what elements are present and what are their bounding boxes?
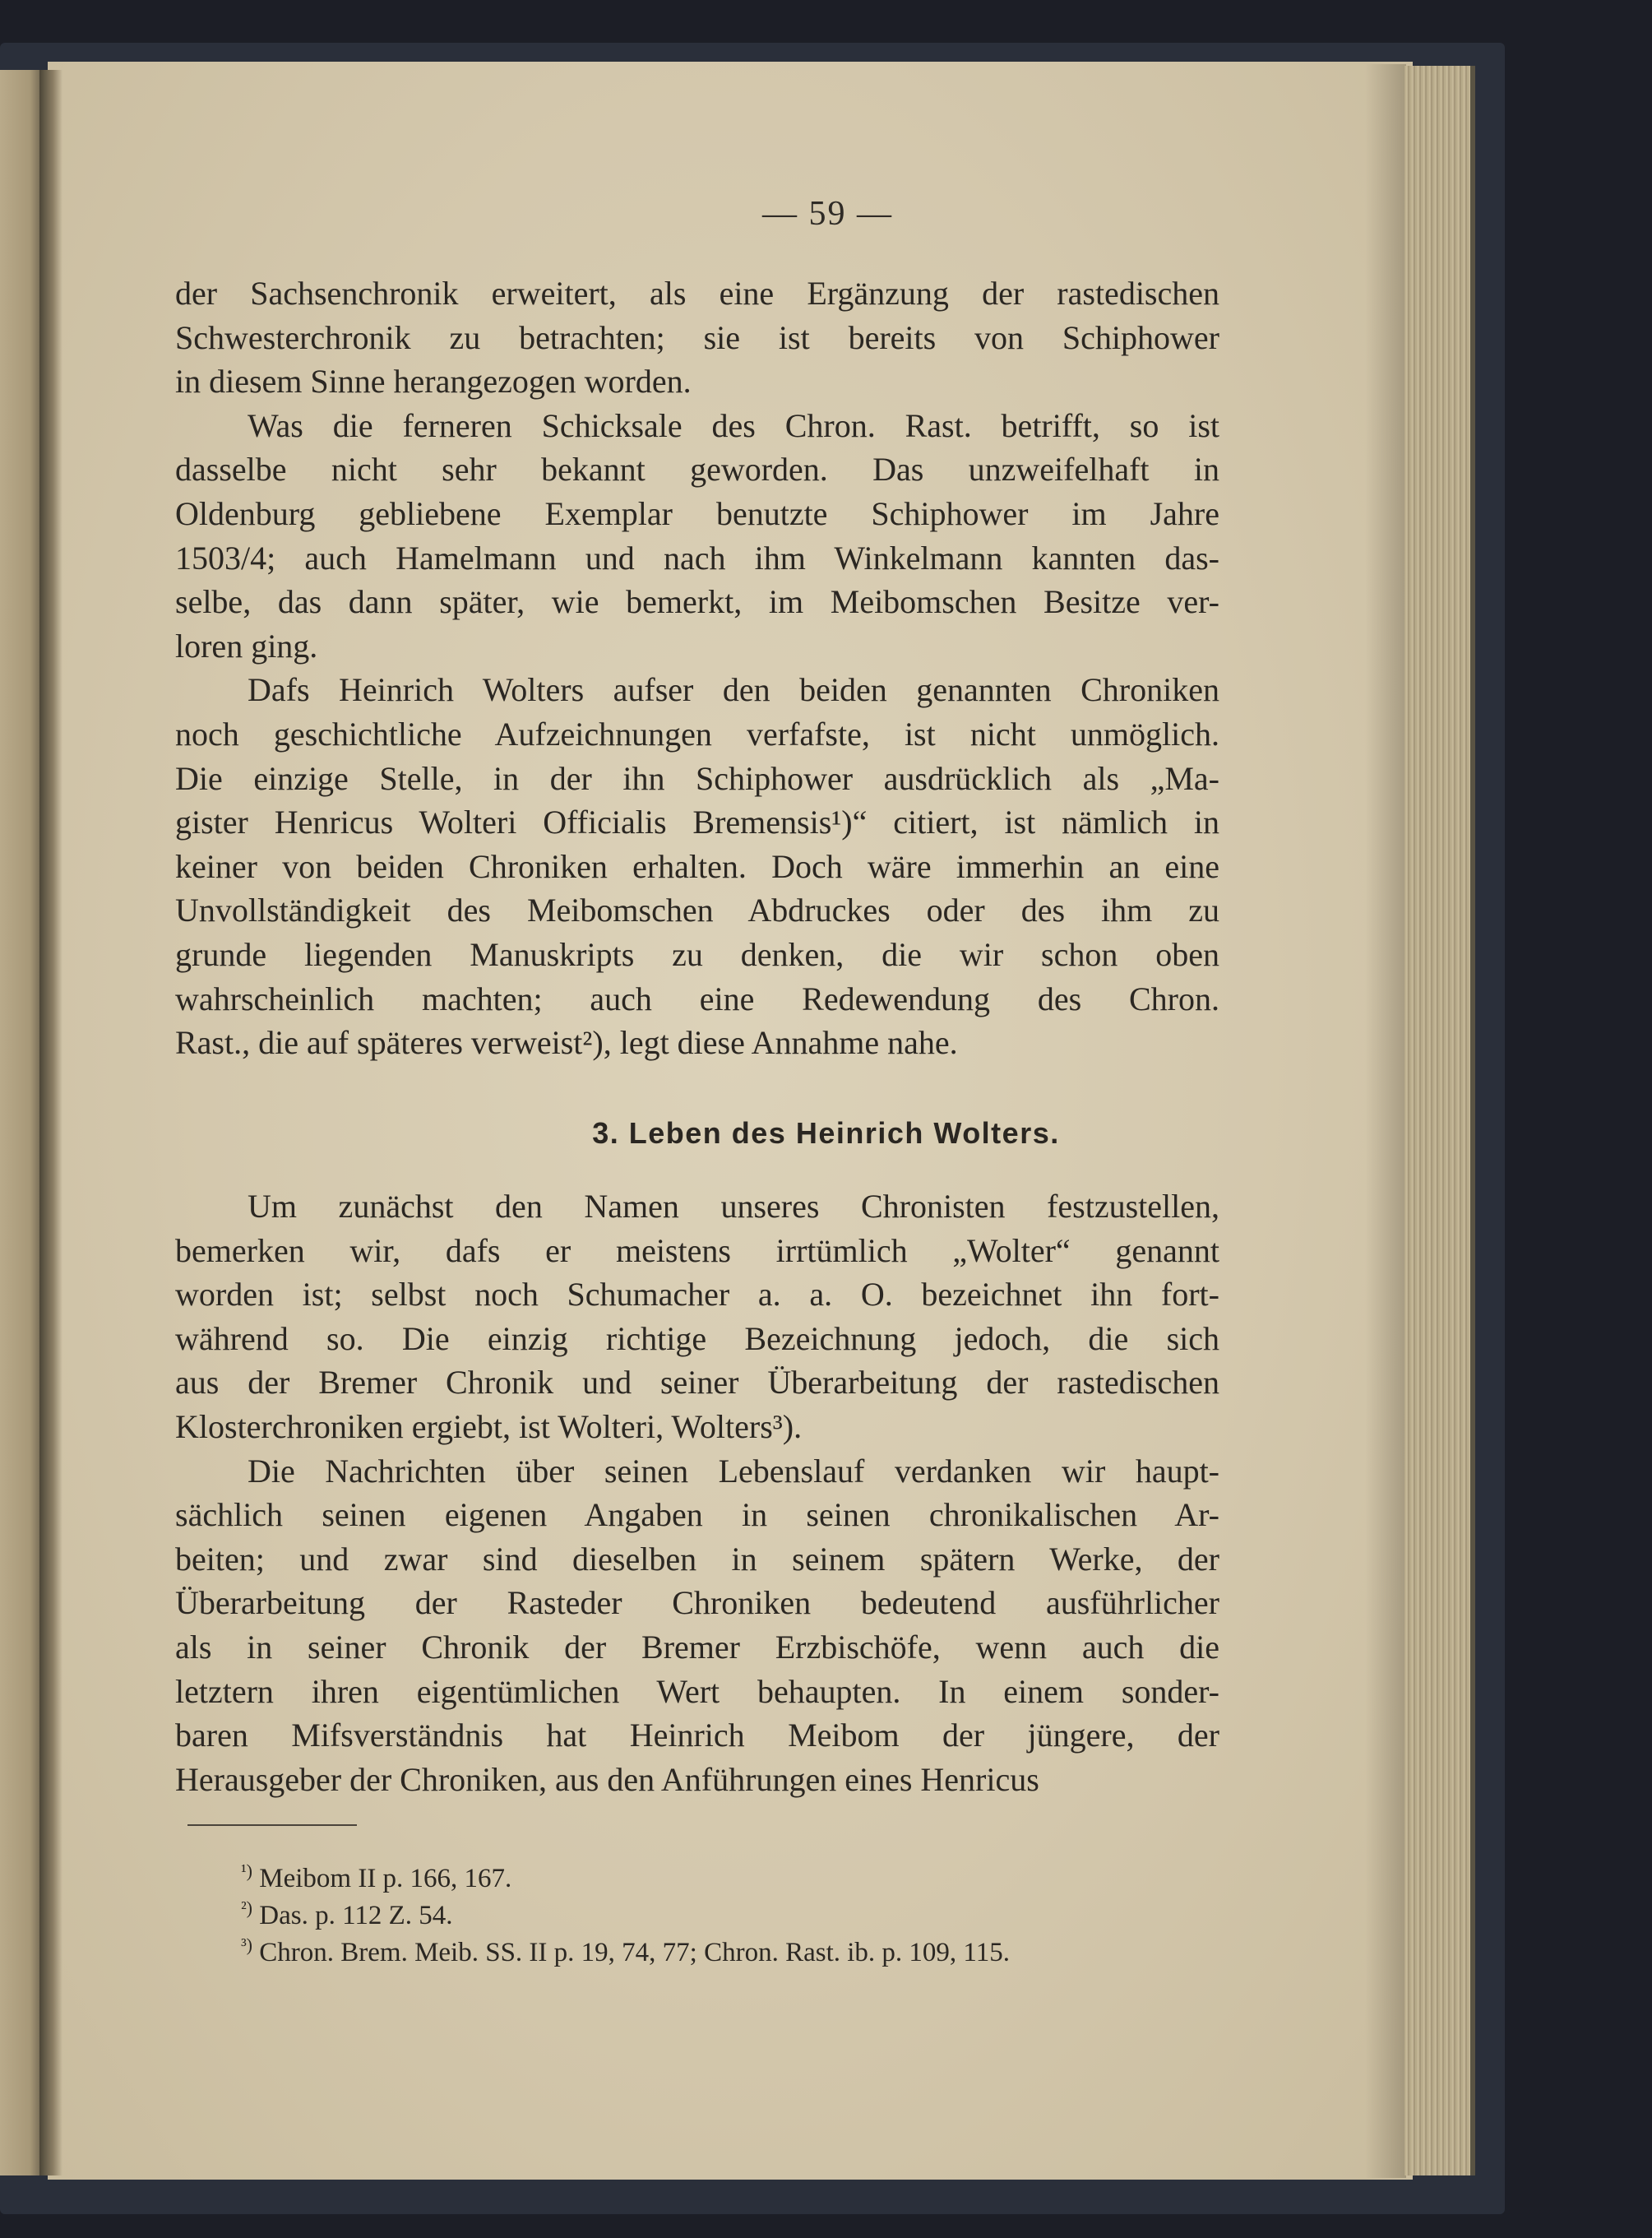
body-text-top xyxy=(175,271,1219,1065)
footnote-rule xyxy=(187,1824,357,1826)
text-line: loren ging. xyxy=(175,627,318,665)
text-line: worden ist; selbst noch Schumacher a. a. O. bezeichnet ihn fort- xyxy=(175,1276,1219,1314)
text-line: während so. Die einzig richtige Bezeichnung jedoch, die sich xyxy=(175,1319,1219,1357)
text-line: Die Nachrichten über seinen Lebenslauf verdanken wir haupt- xyxy=(248,1452,1219,1490)
text-line: grunde liegenden Manuskripts zu denken, die wir schon oben xyxy=(175,935,1219,973)
text-line: in diesem Sinne herangezogen worden. xyxy=(175,363,692,401)
text-line: Klosterchroniken ergiebt, ist Wolteri, Wolters³). xyxy=(175,1407,803,1445)
page-number: — 59 — xyxy=(762,195,893,233)
text-line: sächlich seinen eigenen Angaben in seinen chronikalischen Ar- xyxy=(175,1496,1219,1534)
footnote xyxy=(233,1852,1236,1893)
text-line: baren Mifsverständnis hat Heinrich Meibom der jüngere, der xyxy=(175,1717,1219,1754)
text-line: beiten; und zwar sind dieselben in seinem spätern Werke, der xyxy=(175,1540,1219,1578)
text-line: Die einzige Stelle, in der ihn Schiphower ausdrücklich als „Ma- xyxy=(175,759,1219,797)
text-line: dasselbe nicht sehr bekannt geworden. Das unzweifelhaft in xyxy=(175,451,1219,489)
footnote-marker: ²) xyxy=(241,1897,252,1918)
text-line: Schwesterchronik zu betrachten; sie ist bereits von Schiphower xyxy=(175,318,1219,356)
text-line: letztern ihren eigentümlichen Wert behaupten. In einem sonder- xyxy=(175,1672,1219,1710)
text-line: Oldenburg gebliebene Exemplar benutzte Schiphower im Jahre xyxy=(175,494,1219,532)
section-heading: 3. Leben des Heinrich Wolters. xyxy=(592,1116,1060,1150)
text-line: Rast., die auf späteres verweist²), legt diese Annahme nahe. xyxy=(175,1024,958,1062)
text-line: selbe, das dann später, wie bemerkt, im Meibomschen Besitze ver- xyxy=(175,583,1219,621)
text-line: wahrscheinlich machten; auch eine Redewendung des Chron. xyxy=(175,980,1219,1017)
text-line: Überarbeitung der Rasteder Chroniken bedeutend ausführlicher xyxy=(175,1584,1219,1622)
footnote-marker: ³) xyxy=(241,1935,252,1955)
footnote xyxy=(233,1926,1236,1967)
footnotes xyxy=(233,1852,1236,1967)
text-line: der Sachsenchronik erweitert, als eine Ergänzung der rastedischen xyxy=(175,275,1219,312)
text-line: Herausgeber der Chroniken, aus den Anführungen eines Henricus xyxy=(175,1760,1039,1798)
text-line: Was die ferneren Schicksale des Chron. Rast. betrifft, so ist xyxy=(248,406,1219,444)
body-text-bottom xyxy=(175,1184,1219,1801)
text-line: bemerken wir, dafs er meistens irrtümlich „Wolter“ genannt xyxy=(175,1231,1219,1269)
footnote-text: Meibom II p. 166, 167. xyxy=(252,1864,512,1893)
text-line: Unvollständigkeit des Meibomschen Abdruckes oder des ihm zu xyxy=(175,892,1219,929)
footnote-text: Chron. Brem. Meib. SS. II p. 19, 74, 77; Chron. Rast. ib. p. 109, 115. xyxy=(252,1938,1010,1967)
text-line: Dafs Heinrich Wolters aufser den beiden genannten Chroniken xyxy=(248,671,1219,709)
text-line: noch geschichtliche Aufzeichnungen verfafste, ist nicht unmöglich. xyxy=(175,715,1219,753)
text-line: 1503/4; auch Hamelmann und nach ihm Winkelmann kannten das- xyxy=(175,539,1219,577)
footnote-marker: ¹) xyxy=(241,1860,252,1881)
text-line: aus der Bremer Chronik und seiner Überarbeitung der rastedischen xyxy=(175,1364,1219,1402)
text-line: keiner von beiden Chroniken erhalten. Doch wäre immerhin an eine xyxy=(175,847,1219,885)
text-line: als in seiner Chronik der Bremer Erzbischöfe, wenn auch die xyxy=(175,1628,1219,1666)
footnote xyxy=(233,1889,1236,1930)
text-line: gister Henricus Wolteri Officialis Bremensis¹)“ citiert, ist nämlich in xyxy=(175,804,1219,841)
footnote-text: Das. p. 112 Z. 54. xyxy=(252,1901,453,1930)
text-line: Um zunächst den Namen unseres Chronisten festzustellen, xyxy=(248,1188,1219,1225)
